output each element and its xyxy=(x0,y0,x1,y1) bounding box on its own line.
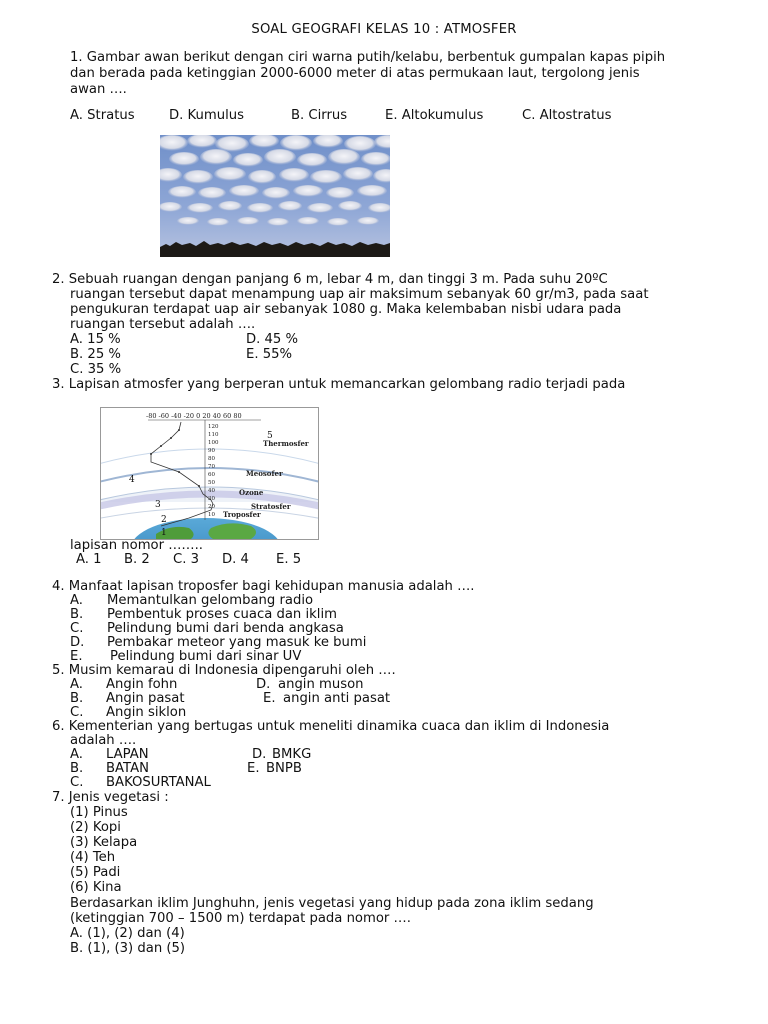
q7-item-1: (1) Pinus xyxy=(70,805,128,820)
q4-option-d-key: D. xyxy=(70,635,85,650)
q1-option-e: E. Altokumulus xyxy=(385,108,484,123)
q6-option-b-key: B. xyxy=(70,761,84,776)
q5-option-e-text: angin anti pasat xyxy=(283,691,391,706)
q4-option-c-text: Pelindung bumi dari benda angkasa xyxy=(107,621,344,636)
layer-label-meosofer: Meosofer xyxy=(246,469,283,478)
alt-label-60: 60 xyxy=(208,472,215,478)
q3-tail: lapisan nomor …….. xyxy=(70,538,203,553)
q5-option-d-key: D. xyxy=(256,677,271,692)
q4-option-b-text: Pembentuk proses cuaca dan iklim xyxy=(107,607,337,622)
q5-option-b-text: Angin pasat xyxy=(106,691,185,706)
q6-line-1: 6. Kementerian yang bertugas untuk meneliti dinamika cuaca dan iklim di Indonesia xyxy=(52,719,610,734)
q7-option-a: A. (1), (2) dan (4) xyxy=(70,926,185,941)
alt-label-70: 70 xyxy=(208,464,215,470)
q5-option-a-text: Angin fohn xyxy=(106,677,178,692)
q1-option-d: D. Kumulus xyxy=(169,108,244,123)
q1-option-a: A. Stratus xyxy=(70,108,135,123)
q4-option-e-key: E. xyxy=(70,649,83,664)
q2-option-a: A. 15 % xyxy=(70,332,121,347)
q2-option-b: B. 25 % xyxy=(70,347,121,362)
alt-label-90: 90 xyxy=(208,448,215,454)
alt-label-110: 110 xyxy=(208,432,219,438)
q7-item-3: (3) Kelapa xyxy=(70,835,138,850)
q5-line: 5. Musim kemarau di Indonesia dipengaruhi oleh …. xyxy=(52,663,396,678)
q4-option-d-text: Pembakar meteor yang masuk ke bumi xyxy=(107,635,367,650)
q1-line-1: 1. Gambar awan berikut dengan ciri warna putih/kelabu, berbentuk gumpalan kapas pipih xyxy=(70,50,666,65)
alt-label-30: 30 xyxy=(208,496,215,502)
q3-option-c: C. 3 xyxy=(173,552,199,567)
q6-option-d-text: BMKG xyxy=(272,747,312,762)
alt-label-100: 100 xyxy=(208,440,219,446)
q6-option-e-key: E. xyxy=(247,761,260,776)
q2-line-4: ruangan tersebut adalah …. xyxy=(70,317,256,332)
layer-label-thermosfer: Thermosfer xyxy=(263,439,309,448)
q5-option-d-text: angin muson xyxy=(278,677,364,692)
alt-label-50: 50 xyxy=(208,480,215,486)
q2-line-2: ruangan tersebut dapat menampung uap air maksimum sebanyak 60 gr/m3, pada saat xyxy=(70,287,649,302)
layer-number-3: 3 xyxy=(155,500,161,510)
q5-option-b-key: B. xyxy=(70,691,84,706)
q3-option-d: D. 4 xyxy=(222,552,249,567)
q6-option-e-text: BNPB xyxy=(266,761,302,776)
q5-option-c-text: Angin siklon xyxy=(106,705,187,720)
cloud-photo xyxy=(160,135,390,257)
q2-option-d: D. 45 % xyxy=(246,332,299,347)
q6-option-b-text: BATAN xyxy=(106,761,149,776)
q3-option-e: E. 5 xyxy=(276,552,302,567)
q7-item-4: (4) Teh xyxy=(70,850,116,865)
q4-option-b-key: B. xyxy=(70,607,84,622)
q6-line-2: adalah …. xyxy=(70,733,137,748)
layer-number-5: 5 xyxy=(267,431,273,441)
q7-text-1: Berdasarkan iklim Junghuhn, jenis vegetasi yang hidup pada zona iklim sedang xyxy=(70,896,594,911)
q2-line-1: 2. Sebuah ruangan dengan panjang 6 m, lebar 4 m, dan tinggi 3 m. Pada suhu 20ºC xyxy=(52,272,608,287)
q7-item-6: (6) Kina xyxy=(70,880,122,895)
layer-label-ozone: Ozone xyxy=(239,488,264,497)
q6-option-c-text: BAKOSURTANAL xyxy=(106,775,211,790)
alt-label-40: 40 xyxy=(208,488,215,494)
q5-option-a-key: A. xyxy=(70,677,83,692)
alt-label-10: 10 xyxy=(208,512,215,518)
layer-number-4: 4 xyxy=(129,475,135,485)
q6-option-a-key: A. xyxy=(70,747,83,762)
q6-option-d-key: D. xyxy=(252,747,267,762)
q4-option-a-text: Memantulkan gelombang radio xyxy=(107,593,314,608)
q5-option-e-key: E. xyxy=(263,691,276,706)
q5-option-c-key: C. xyxy=(70,705,84,720)
q6-option-c-key: C. xyxy=(70,775,84,790)
q1-line-3: awan …. xyxy=(70,82,127,97)
q7-line: 7. Jenis vegetasi : xyxy=(52,790,169,805)
q7-item-5: (5) Padi xyxy=(70,865,121,880)
q2-option-c: C. 35 % xyxy=(70,362,122,377)
temperature-scale: -80 -60 -40 -20 0 20 40 60 80 xyxy=(146,412,242,420)
q1-line-2: dan berada pada ketinggian 2000-6000 meter di atas permukaan laut, tergolong jenis xyxy=(70,66,640,81)
alt-label-20: 20 xyxy=(208,504,215,510)
page-title: SOAL GEOGRAFI KELAS 10 : ATMOSFER xyxy=(251,22,517,37)
q1-option-c: C. Altostratus xyxy=(522,108,612,123)
q3-option-a: A. 1 xyxy=(76,552,102,567)
atmosphere-layers-diagram xyxy=(100,407,319,540)
q1-option-b: B. Cirrus xyxy=(291,108,348,123)
q7-option-b: B. (1), (3) dan (5) xyxy=(70,941,186,956)
q2-option-e: E. 55% xyxy=(246,347,293,362)
layer-label-stratosfer: Stratosfer xyxy=(251,502,291,511)
layer-number-1: 1 xyxy=(161,528,167,538)
alt-label-80: 80 xyxy=(208,456,215,462)
q7-text-2: (ketinggian 700 – 1500 m) terdapat pada nomor …. xyxy=(70,911,411,926)
layer-label-troposfer: Troposfer xyxy=(223,510,261,519)
q3-option-b: B. 2 xyxy=(124,552,150,567)
q4-option-e-text: Pelindung bumi dari sinar UV xyxy=(110,649,302,664)
q2-line-3: pengukuran terdapat uap air sebanyak 1080 g. Maka kelembaban nisbi udara pada xyxy=(70,302,622,317)
q7-item-2: (2) Kopi xyxy=(70,820,121,835)
layer-number-2: 2 xyxy=(161,515,167,525)
q3-line: 3. Lapisan atmosfer yang berperan untuk memancarkan gelombang radio terjadi pada xyxy=(52,377,626,392)
alt-label-120: 120 xyxy=(208,424,219,430)
q6-option-a-text: LAPAN xyxy=(106,747,149,762)
q4-option-c-key: C. xyxy=(70,621,84,636)
q4-option-a-key: A. xyxy=(70,593,83,608)
q4-line: 4. Manfaat lapisan troposfer bagi kehidupan manusia adalah …. xyxy=(52,579,475,594)
